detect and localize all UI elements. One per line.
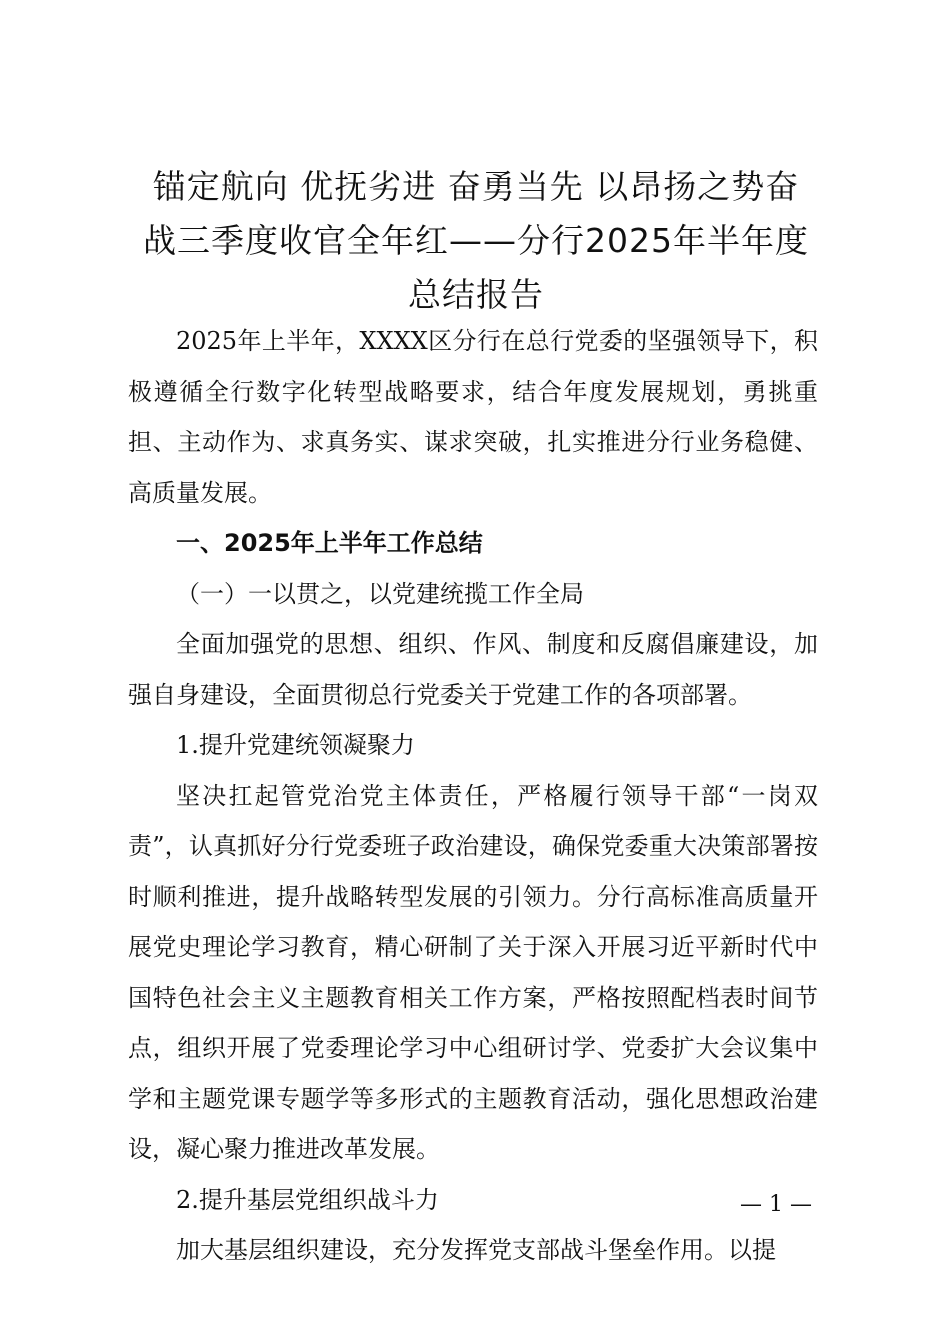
intro-paragraph: 2025年上半年，XXXX区分行在总行党委的坚强领导下，积极遵循全行数字化转型战略要求，结合年度发展规划，勇挑重担、主动作为、求真务实、谋求突破，扎实推进分行业务稳健、高质量发展。 [128, 327, 818, 507]
body-paragraph: 坚决扛起管党治党主体责任，严格履行领导干部“一岗双责”，认真抓好分行党委班子政治建设，确保党委重大决策部署按时顺利推进，提升战略转型发展的引领力。分行高标准高质量开展党史理论学习教育，精心研制了关于深入开展习近平新时代中国特色社会主义主题教育相关工作方案，严格按照配档表时间节点，组织开展了党委理论学习中心组研讨学、党委扩大会议集中学和主题党课专题学等多形式的主题教育活动，强化思想政治建设，凝心聚力推进改革发展。 [128, 781, 818, 1163]
title-line-3: 总结报告 [408, 275, 544, 314]
subsection-heading-1: （一）一以贯之，以党建统揽工作全局 [176, 579, 584, 608]
page-number: — 1 — [740, 1192, 812, 1217]
body-paragraph: 全面加强党的思想、组织、作风、制度和反腐倡廉建设，加强自身建设，全面贯彻总行党委关于党建工作的各项部署。 [128, 630, 818, 709]
document-body [128, 316, 818, 1276]
item-heading-1: 1.提升党建统领凝聚力 [176, 731, 415, 759]
body-paragraph: 加大基层组织建设，充分发挥党支部战斗堡垒作用。以提 [176, 1236, 776, 1264]
item-heading-2: 2.提升基层党组织战斗力 [176, 1185, 439, 1214]
section-heading-1: 一、2025年上半年工作总结 [176, 529, 483, 557]
document-title [120, 160, 832, 322]
title-line-2: 战三季度收官全年红——分行2025年半年度 [143, 221, 809, 260]
title-line-1: 锚定航向 优抚劣进 奋勇当先 以昂扬之势奋 [152, 167, 800, 206]
